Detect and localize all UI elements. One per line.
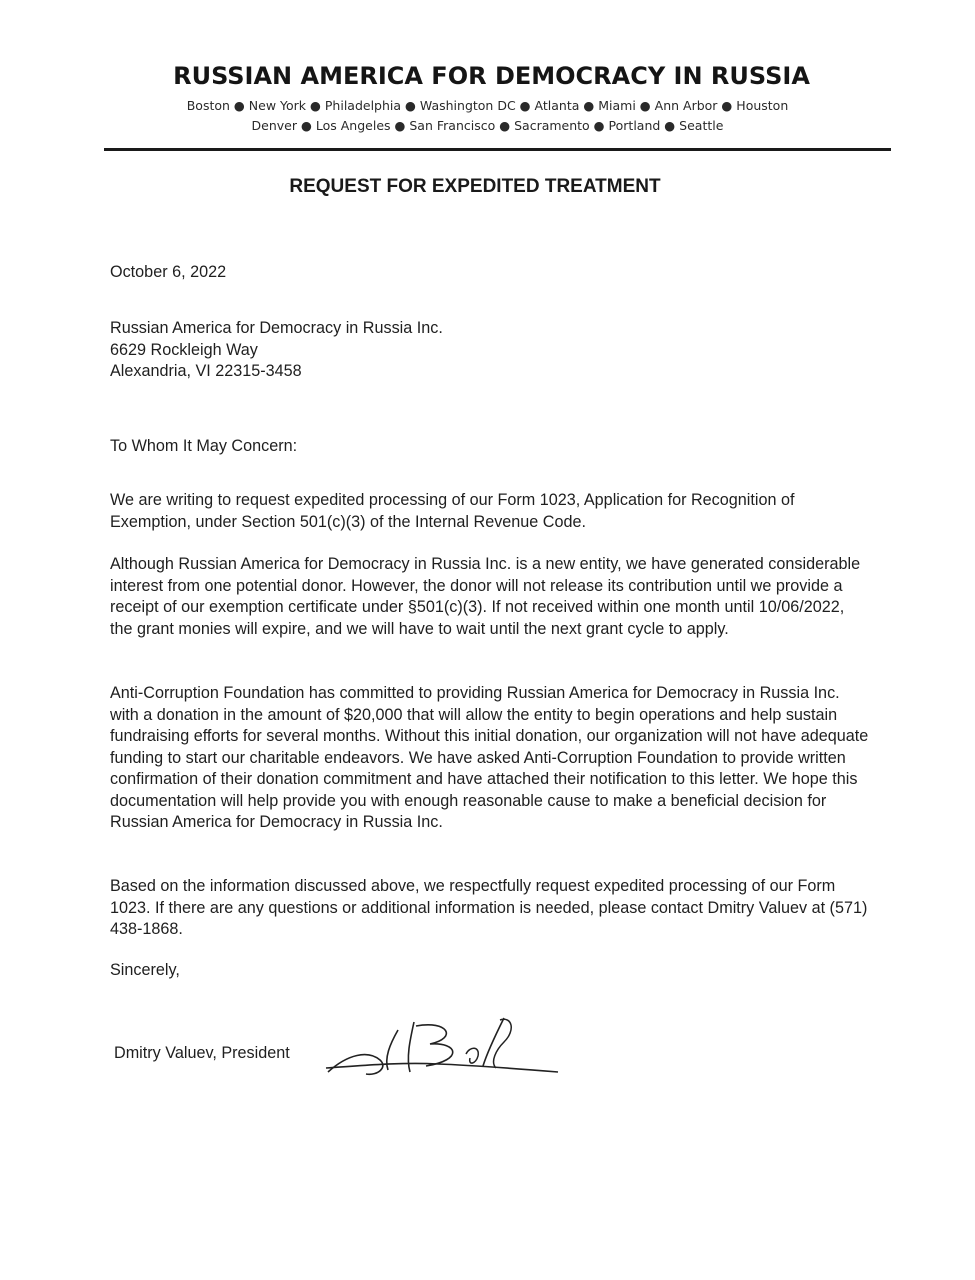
recipient-address [110,318,870,383]
paragraph-conclusion: Based on the information discussed above, we respectfully request expedited processing of our Form 1023. If there are any questions or additional information is needed, please contact Dmitry Valuev at (571) 438-1868. [110,877,868,938]
salutation: To Whom It May Concern: [110,437,298,455]
cities-line-2: Denver ● Los Angeles ● San Francisco ● Sacramento ● Portland ● Seattle [251,118,724,133]
document-title: REQUEST FOR EXPEDITED TREATMENT [289,176,661,197]
address-line-1: Russian America for Democracy in Russia Inc. [110,319,443,337]
letter-date: October 6, 2022 [110,263,227,281]
handwritten-signature [318,1010,568,1085]
signatory-name: Dmitry Valuev, President [114,1044,290,1062]
letterhead-divider [104,148,891,151]
letterhead [0,62,975,136]
organization-name: RUSSIAN AMERICA FOR DEMOCRACY IN RUSSIA [173,62,810,90]
address-line-3: Alexandria, VI 22315-3458 [110,362,302,380]
paragraph-request: We are writing to request expedited processing of our Form 1023, Application for Recognition of Exemption, under Section 501(c)(3) of the Internal Revenue Code. [110,491,795,531]
office-cities [0,96,975,136]
cities-line-1: Boston ● New York ● Philadelphia ● Washington DC ● Atlanta ● Miami ● Ann Arbor ● Houston [186,98,789,113]
paragraph-donation-commitment: Anti-Corruption Foundation has committed to providing Russian America for Democracy in Russia Inc. with a donation in the amount of $20,000 that will allow the entity to begin operations and help sustain fundraising efforts for several months. Without this initial donation, our organization will not have adequate funding to start our charitable endeavors. We have asked Anti-Corruption Foundation to provide written confirmation of their donation commitment and have attached their notification to this letter. We hope this documentation will help provide you with enough reasonable cause to make a beneficial decision for Russian America for Democracy in Russia Inc. [110,684,869,831]
address-line-2: 6629 Rockleigh Way [110,340,258,359]
closing: Sincerely, [110,961,180,979]
paragraph-donor-interest: Although Russian America for Democracy in Russia Inc. is a new entity, we have generated considerable interest from one potential donor. However, the donor will not release its contribution until we provide a receipt of our exemption certificate under §501(c)(3). If not received within one month until 10/06/2022, the grant monies will expire, and we will have to wait until the next grant cycle to apply. [110,555,861,638]
